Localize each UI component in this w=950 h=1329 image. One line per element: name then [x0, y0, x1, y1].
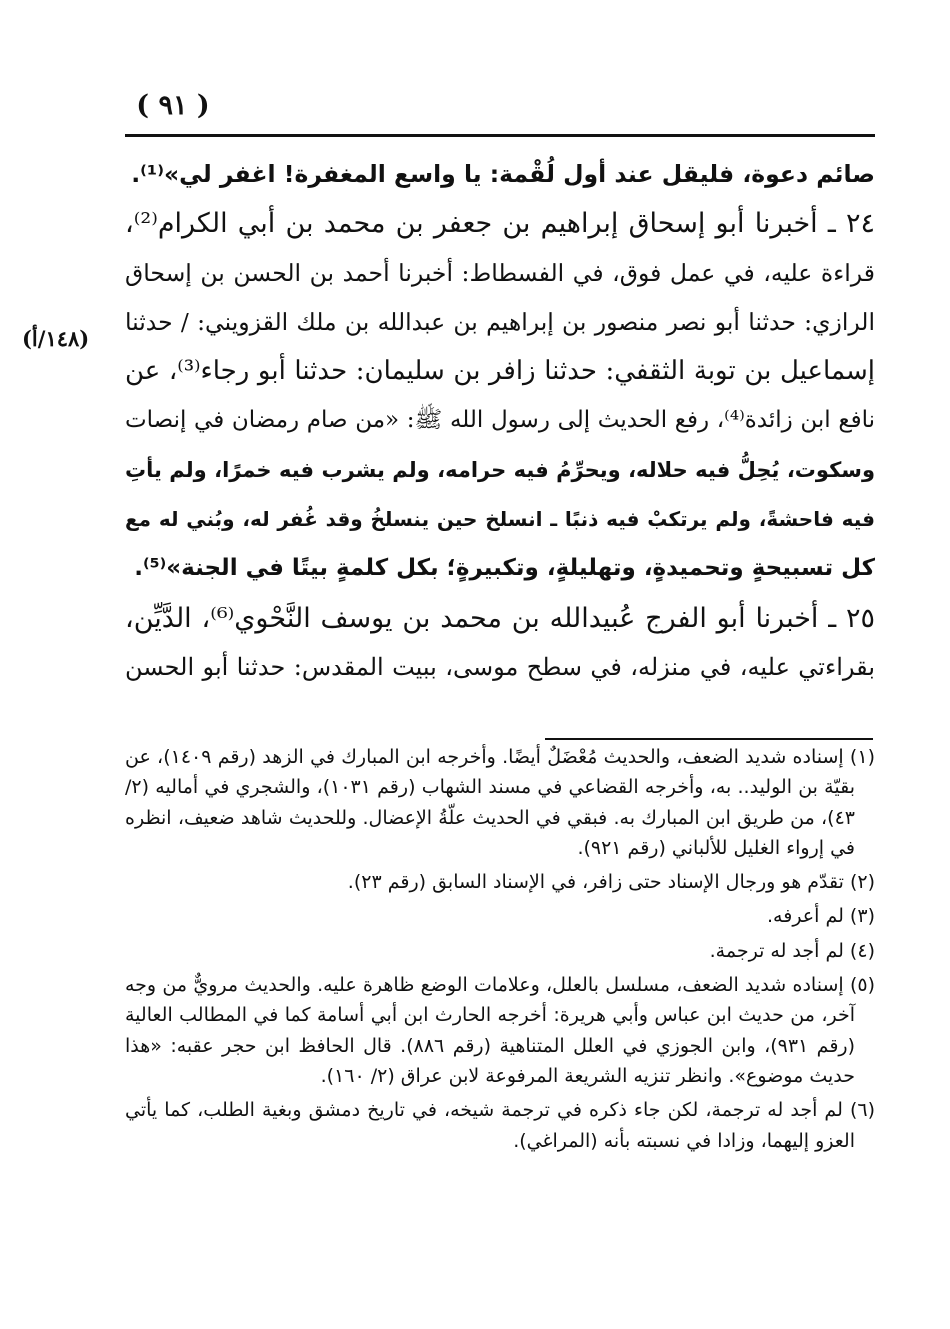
- text-line: نافع ابن زائدة⁽⁴⁾، رفع الحديث إلى رسول الله ﷺ: «من صام رمضان في إنصات: [125, 407, 875, 434]
- text-line: قراءة عليه، في عمل فوق، في الفسطاط: أخبرنا أحمد بن الحسن بن إسحاق: [125, 258, 875, 287]
- text-line: وسكوت، يُحِلُّ فيه حلاله، ويحرِّمُ فيه حرامه، ولم يشرب فيه خمرًا، ولم يأتِ: [125, 457, 875, 482]
- header-divider: [125, 134, 875, 137]
- main-text: [125, 150, 875, 692]
- text-line: بقراءتي عليه، في منزله، في سطح موسى، ببيت المقدس: حدثنا أبو الحسن: [125, 652, 875, 681]
- text-line: فيه فاحشةً، ولم يرتكبْ فيه ذنبًا ـ انسلخ حين ينسلخُ وقد غُفر له، وبُني له مع: [125, 507, 875, 532]
- footnote: (٦) لم أجد له ترجمة، لكن جاء ذكره في ترجمة شيخه، في تاريخ دمشق وبغية الطلب، كما يأتي العزو إليهما، وزادا في نسبته بأنه (المراغي).: [125, 1099, 875, 1152]
- manuscript-folio-marker: (١٤٨/أ): [22, 326, 90, 351]
- footnotes: [125, 742, 875, 1160]
- footnote-divider: [545, 738, 873, 740]
- text-line: إسماعيل بن توبة الثقفي: حدثنا زافر بن سليمان: حدثنا أبو رجاء⁽³⁾، عن: [125, 356, 875, 387]
- text-line: صائم دعوة، فليقل عند أول لُقْمة: يا واسع المغفرة! اغفر لي»⁽¹⁾.: [131, 160, 875, 188]
- text-line: الرازي: حدثنا أبو نصر منصور بن إبراهيم بن عبدالله بن ملك القزويني: / حدثنا: [125, 307, 875, 336]
- text-line: ٢٥ ـ أخبرنا أبو الفرج عُبيدالله بن محمد بن يوسف النَّحْوي⁽⁶⁾، الدَّيِّن،: [125, 602, 875, 634]
- footnote: (٣) لم أعرفه.: [767, 905, 875, 928]
- footnote: (٤) لم أجد له ترجمة.: [709, 939, 875, 962]
- page-number: ( ٩١ ): [136, 90, 210, 121]
- footnote: (٥) إسناده شديد الضعف، مسلسل بالعلل، وعلامات الوضع ظاهرة عليه. والحديث مرويٌّ من وجه آخر، من حديث ابن عباس وأبي هريرة: أخرجه الحارث ابن أبي أسامة كما في المطالب العالية (رقم ٩٣١)، وابن الجوزي في العلل المتناهية (رقم ٨٨٦). قال الحافظ ابن حجر عقبه: «هذا حديث موضوع». وانظر تنزيه الشريعة المرفوعة لابن عراق (٢/ ١٦٠).: [125, 974, 875, 1087]
- footnote: (١) إسناده شديد الضعف، والحديث مُعْضَلٌ أيضًا. وأخرجه ابن المبارك في الزهد (رقم ١٤٠٩)، عن بقيّة بن الوليد.. به، وأخرجه القضاعي في مسند الشهاب (رقم ١٠٣١)، والشجري في أماليه (٢/ ٤٣)، من طريق ابن المبارك به. فبقي في الحديث علّةُ الإعضال. وللحديث شاهد ضعيف، انظره في إرواء الغليل للألباني (رقم ٩٢١).: [125, 746, 875, 859]
- text-line: كل تسبيحةٍ وتحميدةٍ، وتهليلةٍ، وتكبيرةٍ؛ بكل كلمةٍ بيتًا في الجنة»⁽⁵⁾.: [134, 555, 875, 582]
- footnote: (٢) تقدّم هو ورجال الإسناد حتى زافر، في الإسناد السابق (رقم ٢٣).: [347, 871, 875, 894]
- text-line: ٢٤ ـ أخبرنا أبو إسحاق إبراهيم بن جعفر بن محمد بن أبي الكرام⁽²⁾،: [125, 208, 875, 240]
